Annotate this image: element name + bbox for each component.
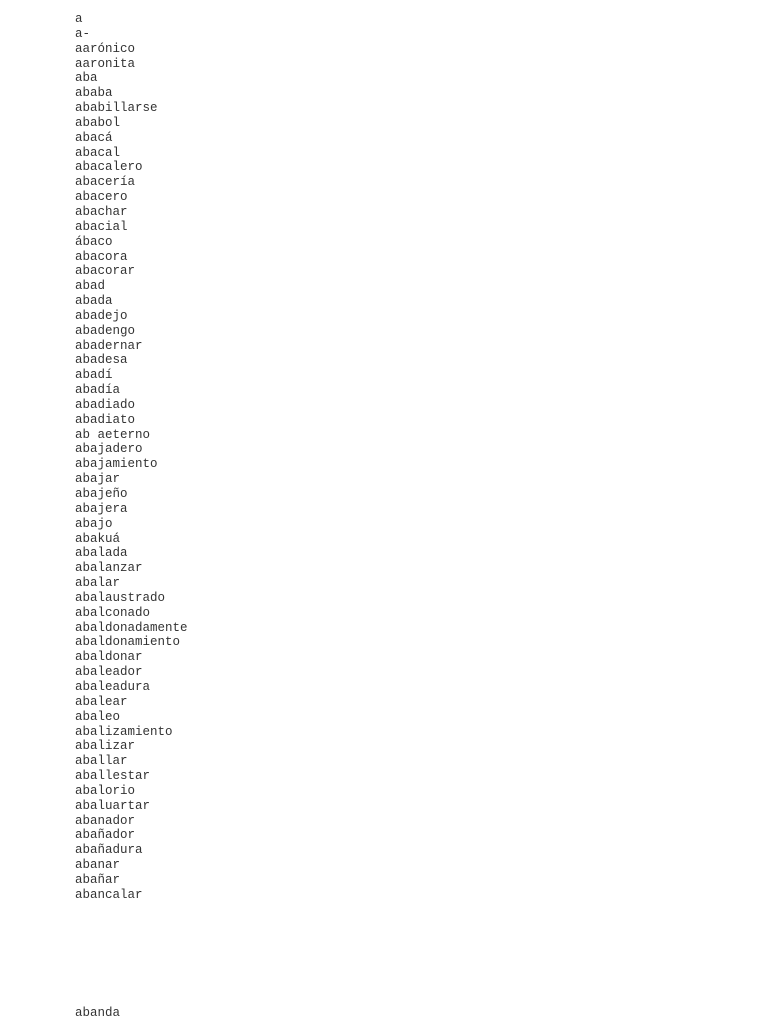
trailing-word: abanda <box>75 1006 121 1020</box>
list-item: abada <box>75 294 113 309</box>
list-item: abad <box>75 279 106 294</box>
list-item: abajo <box>75 516 113 531</box>
list-item: abadejo <box>75 308 128 323</box>
list-item: abacá <box>75 130 113 145</box>
list-item: abacial <box>75 219 128 234</box>
list-item: abadí <box>75 368 113 383</box>
list-item: abalaustrado <box>75 590 166 605</box>
list-item: aba <box>75 71 98 86</box>
list-item: a <box>75 12 83 26</box>
list-item: abancalar <box>75 887 143 902</box>
list-item: abacorar <box>75 264 136 279</box>
list-item: abajeño <box>75 487 128 501</box>
list-item: abacora <box>75 249 128 264</box>
list-item: abacal <box>75 145 121 160</box>
list-item: abadernar <box>75 338 143 353</box>
list-item: abadiato <box>75 412 136 427</box>
list-item: abalconado <box>75 605 151 620</box>
list-item: abacero <box>75 190 128 205</box>
list-item: abalanzar <box>75 561 143 576</box>
list-item: abadía <box>75 383 121 398</box>
list-item: abaleadura <box>75 679 151 694</box>
list-item: abakuá <box>75 531 121 546</box>
list-item: abaldonadamente <box>75 620 188 635</box>
word-list <box>75 12 188 903</box>
list-item: abanar <box>75 858 121 873</box>
list-item: a- <box>75 26 91 41</box>
list-item: abajadero <box>75 442 143 457</box>
list-item: abajamiento <box>75 457 158 472</box>
list-item: abajar <box>75 472 121 487</box>
list-item: aballestar <box>75 769 151 784</box>
list-item: abañador <box>75 828 136 843</box>
list-item: ababol <box>75 115 121 130</box>
list-item: abalear <box>75 694 128 709</box>
list-item: ábaco <box>75 234 113 249</box>
list-item: abaldonamiento <box>75 635 181 650</box>
list-item: abajera <box>75 501 128 516</box>
list-item: abadengo <box>75 323 136 338</box>
list-item: abanador <box>75 813 136 828</box>
list-item: abacalero <box>75 160 143 175</box>
list-item: ab aeterno <box>75 427 151 442</box>
list-item: abalar <box>75 576 121 591</box>
list-item: abañadura <box>75 843 143 858</box>
list-item: abalada <box>75 546 128 561</box>
list-item: aaronita <box>75 56 136 71</box>
list-item: abadiado <box>75 397 136 412</box>
list-item: ababa <box>75 86 113 101</box>
list-item: abaldonar <box>75 650 143 665</box>
list-item: aarónico <box>75 41 136 56</box>
list-item: abadesa <box>75 353 128 368</box>
list-item: aballar <box>75 754 128 769</box>
list-item: abacería <box>75 175 136 190</box>
list-item: abalizar <box>75 739 136 754</box>
list-item: abalizamiento <box>75 724 173 739</box>
list-item: abaleador <box>75 665 143 680</box>
list-item: abachar <box>75 204 128 219</box>
list-item: ababillarse <box>75 101 158 116</box>
list-item: abaleo <box>75 709 121 724</box>
list-item: abaluartar <box>75 798 151 813</box>
list-item: abañar <box>75 872 121 887</box>
list-item: abalorio <box>75 783 136 798</box>
